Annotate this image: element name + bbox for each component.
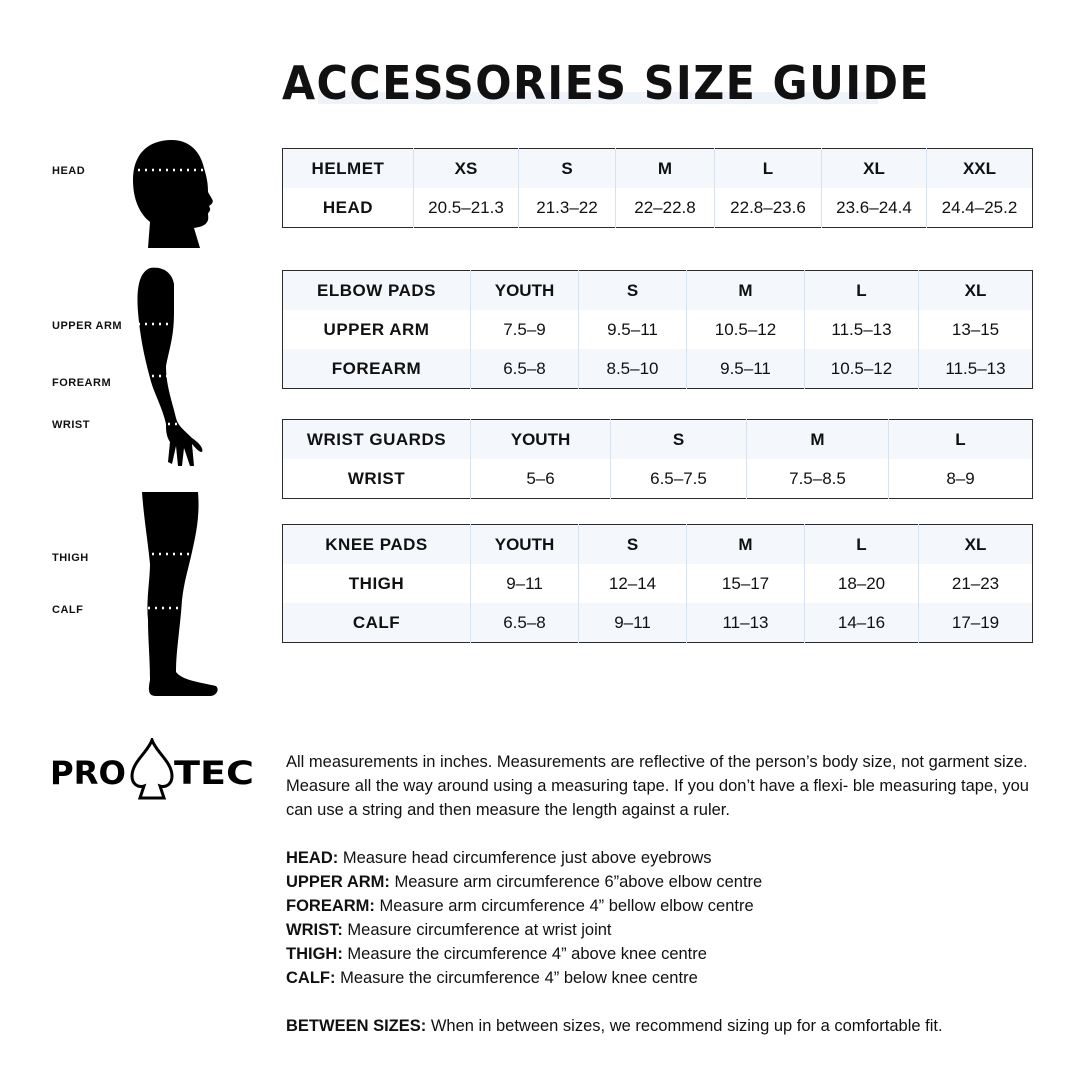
table-row [283,459,1033,499]
note-label: HEAD: [286,849,339,867]
table-cell: 7.5–8.5 [747,459,889,499]
table-cell: 8–9 [946,468,975,488]
page-title: ACCESSORIES SIZE GUIDE [282,56,931,110]
table-cell: 9.5–11 [687,349,805,389]
table-cell: L [889,420,1033,460]
table-cell: YOUTH [471,420,611,460]
table-cell: S [519,149,616,189]
note-wrist [286,918,1031,942]
table-cell: 18–20 [805,564,919,603]
table-cell: 22–22.8 [616,188,715,228]
note-upper-arm [286,870,1031,894]
note-text: Measure the circumference 4” below knee centre [335,969,698,987]
note-text: Measure head circumference just above eyebrows [338,849,712,867]
table-cell: 8.5–10 [579,349,687,389]
table-cell: ELBOW PADS [283,271,471,311]
table-cell: M [747,420,889,460]
note-thigh [286,942,1031,966]
table-header-row [283,149,1033,189]
table-cell: 22.8–23.6 [715,188,822,228]
note-text: Measure arm circumference 4” bellow elbow centre [374,897,754,915]
note-calf [286,966,1031,990]
note-text: When in between sizes, we recommend sizing up for a comfortable fit. [426,1017,943,1035]
table-cell: 12–14 [579,564,687,603]
table-cell: XXL [927,149,1033,189]
table-cell: 20.5–21.3 [414,188,519,228]
elbow-pads-size-table [282,270,1033,389]
protec-logo [48,738,258,802]
head-silhouette-icon [128,138,223,250]
table-row [283,310,1033,349]
table-row [283,603,1033,643]
note-label: UPPER ARM: [286,873,390,891]
note-between-sizes [286,1014,1031,1038]
measurement-notes [286,750,1031,1038]
leg-silhouette-icon [138,490,222,702]
table-cell: 9.5–11 [579,310,687,349]
table-cell: YOUTH [471,525,579,565]
note-label: WRIST: [286,921,343,939]
table-cell: L [805,271,919,311]
body-label-thigh: THIGH [52,552,89,564]
table-cell: XL [822,149,927,189]
table-cell: CALF [283,603,471,643]
note-label: THIGH: [286,945,343,963]
body-label-upper-arm: UPPER ARM [52,320,123,332]
body-label-head: HEAD [52,165,86,177]
table-cell: 17–19 [919,603,1033,643]
table-cell: KNEE PADS [283,525,471,565]
helmet-size-table [282,148,1033,228]
logo-left-text: PRO [50,754,126,792]
note-text: Measure arm circumference 6”above elbow centre [389,873,763,891]
table-cell: 11.5–13 [919,349,1033,389]
table-header-row [283,271,1033,311]
table-cell: 11–13 [687,603,805,643]
notes-intro: All measurements in inches. Measurements are reflective of the person’s body size, not garment size. Measure all the way around using a measuring tape. If you don’t have a flexi- ble measuring tape, you can use a string and then measure the length against a ruler. [286,753,1029,819]
table-cell: HELMET [283,149,414,189]
table-cell: 15–17 [687,564,805,603]
table-cell: 11.5–13 [805,310,919,349]
body-label-calf: CALF [52,604,84,616]
table-cell: M [687,525,805,565]
arm-silhouette-icon [132,266,210,470]
table-cell: HEAD [283,188,414,228]
table-cell: 23.6–24.4 [822,188,927,228]
note-label: BETWEEN SIZES: [286,1017,427,1035]
table-row [283,349,1033,389]
table-cell: M [616,149,715,189]
table-cell: 10.5–12 [805,349,919,389]
table-header-row [283,525,1033,565]
table-cell: S [579,525,687,565]
table-cell: FOREARM [283,349,471,389]
table-cell: L [805,525,919,565]
logo-right-text: TEC [174,754,254,792]
note-text: Measure circumference at wrist joint [342,921,612,939]
table-cell: 6.5–8 [471,603,579,643]
table-cell: XL [919,271,1033,311]
table-cell: 7.5–9 [471,310,579,349]
spade-icon [132,740,172,798]
table-cell: 9–11 [471,564,579,603]
table-cell: S [611,420,747,460]
table-cell: 6.5–8 [471,349,579,389]
table-cell: 21–23 [951,573,1000,593]
note-head [286,846,1031,870]
table-cell: WRIST [283,459,471,499]
note-label: FOREARM: [286,897,375,915]
table-header-row [283,420,1033,460]
table-cell: S [579,271,687,311]
note-text: Measure the circumference 4” above knee centre [342,945,707,963]
table-cell: 10.5–12 [687,310,805,349]
table-cell: 5–6 [471,459,611,499]
table-cell: L [715,149,822,189]
table-cell: XL [919,525,1033,565]
table-cell: UPPER ARM [283,310,471,349]
table-cell: 13–15 [951,319,1000,339]
table-row [283,188,1033,228]
table-cell: 21.3–22 [519,188,616,228]
table-cell: 14–16 [805,603,919,643]
note-label: CALF: [286,969,336,987]
knee-pads-size-table [282,524,1033,643]
table-cell: WRIST GUARDS [283,420,471,460]
table-cell: 24.4–25.2 [941,197,1018,217]
table-cell: 9–11 [579,603,687,643]
table-cell: M [687,271,805,311]
body-label-forearm: FOREARM [52,377,112,389]
table-cell: THIGH [283,564,471,603]
body-label-wrist: WRIST [52,419,90,431]
table-cell: YOUTH [471,271,579,311]
note-forearm [286,894,1031,918]
wrist-guards-size-table [282,419,1033,499]
table-cell: XS [414,149,519,189]
table-cell: 6.5–7.5 [611,459,747,499]
table-row [283,564,1033,603]
